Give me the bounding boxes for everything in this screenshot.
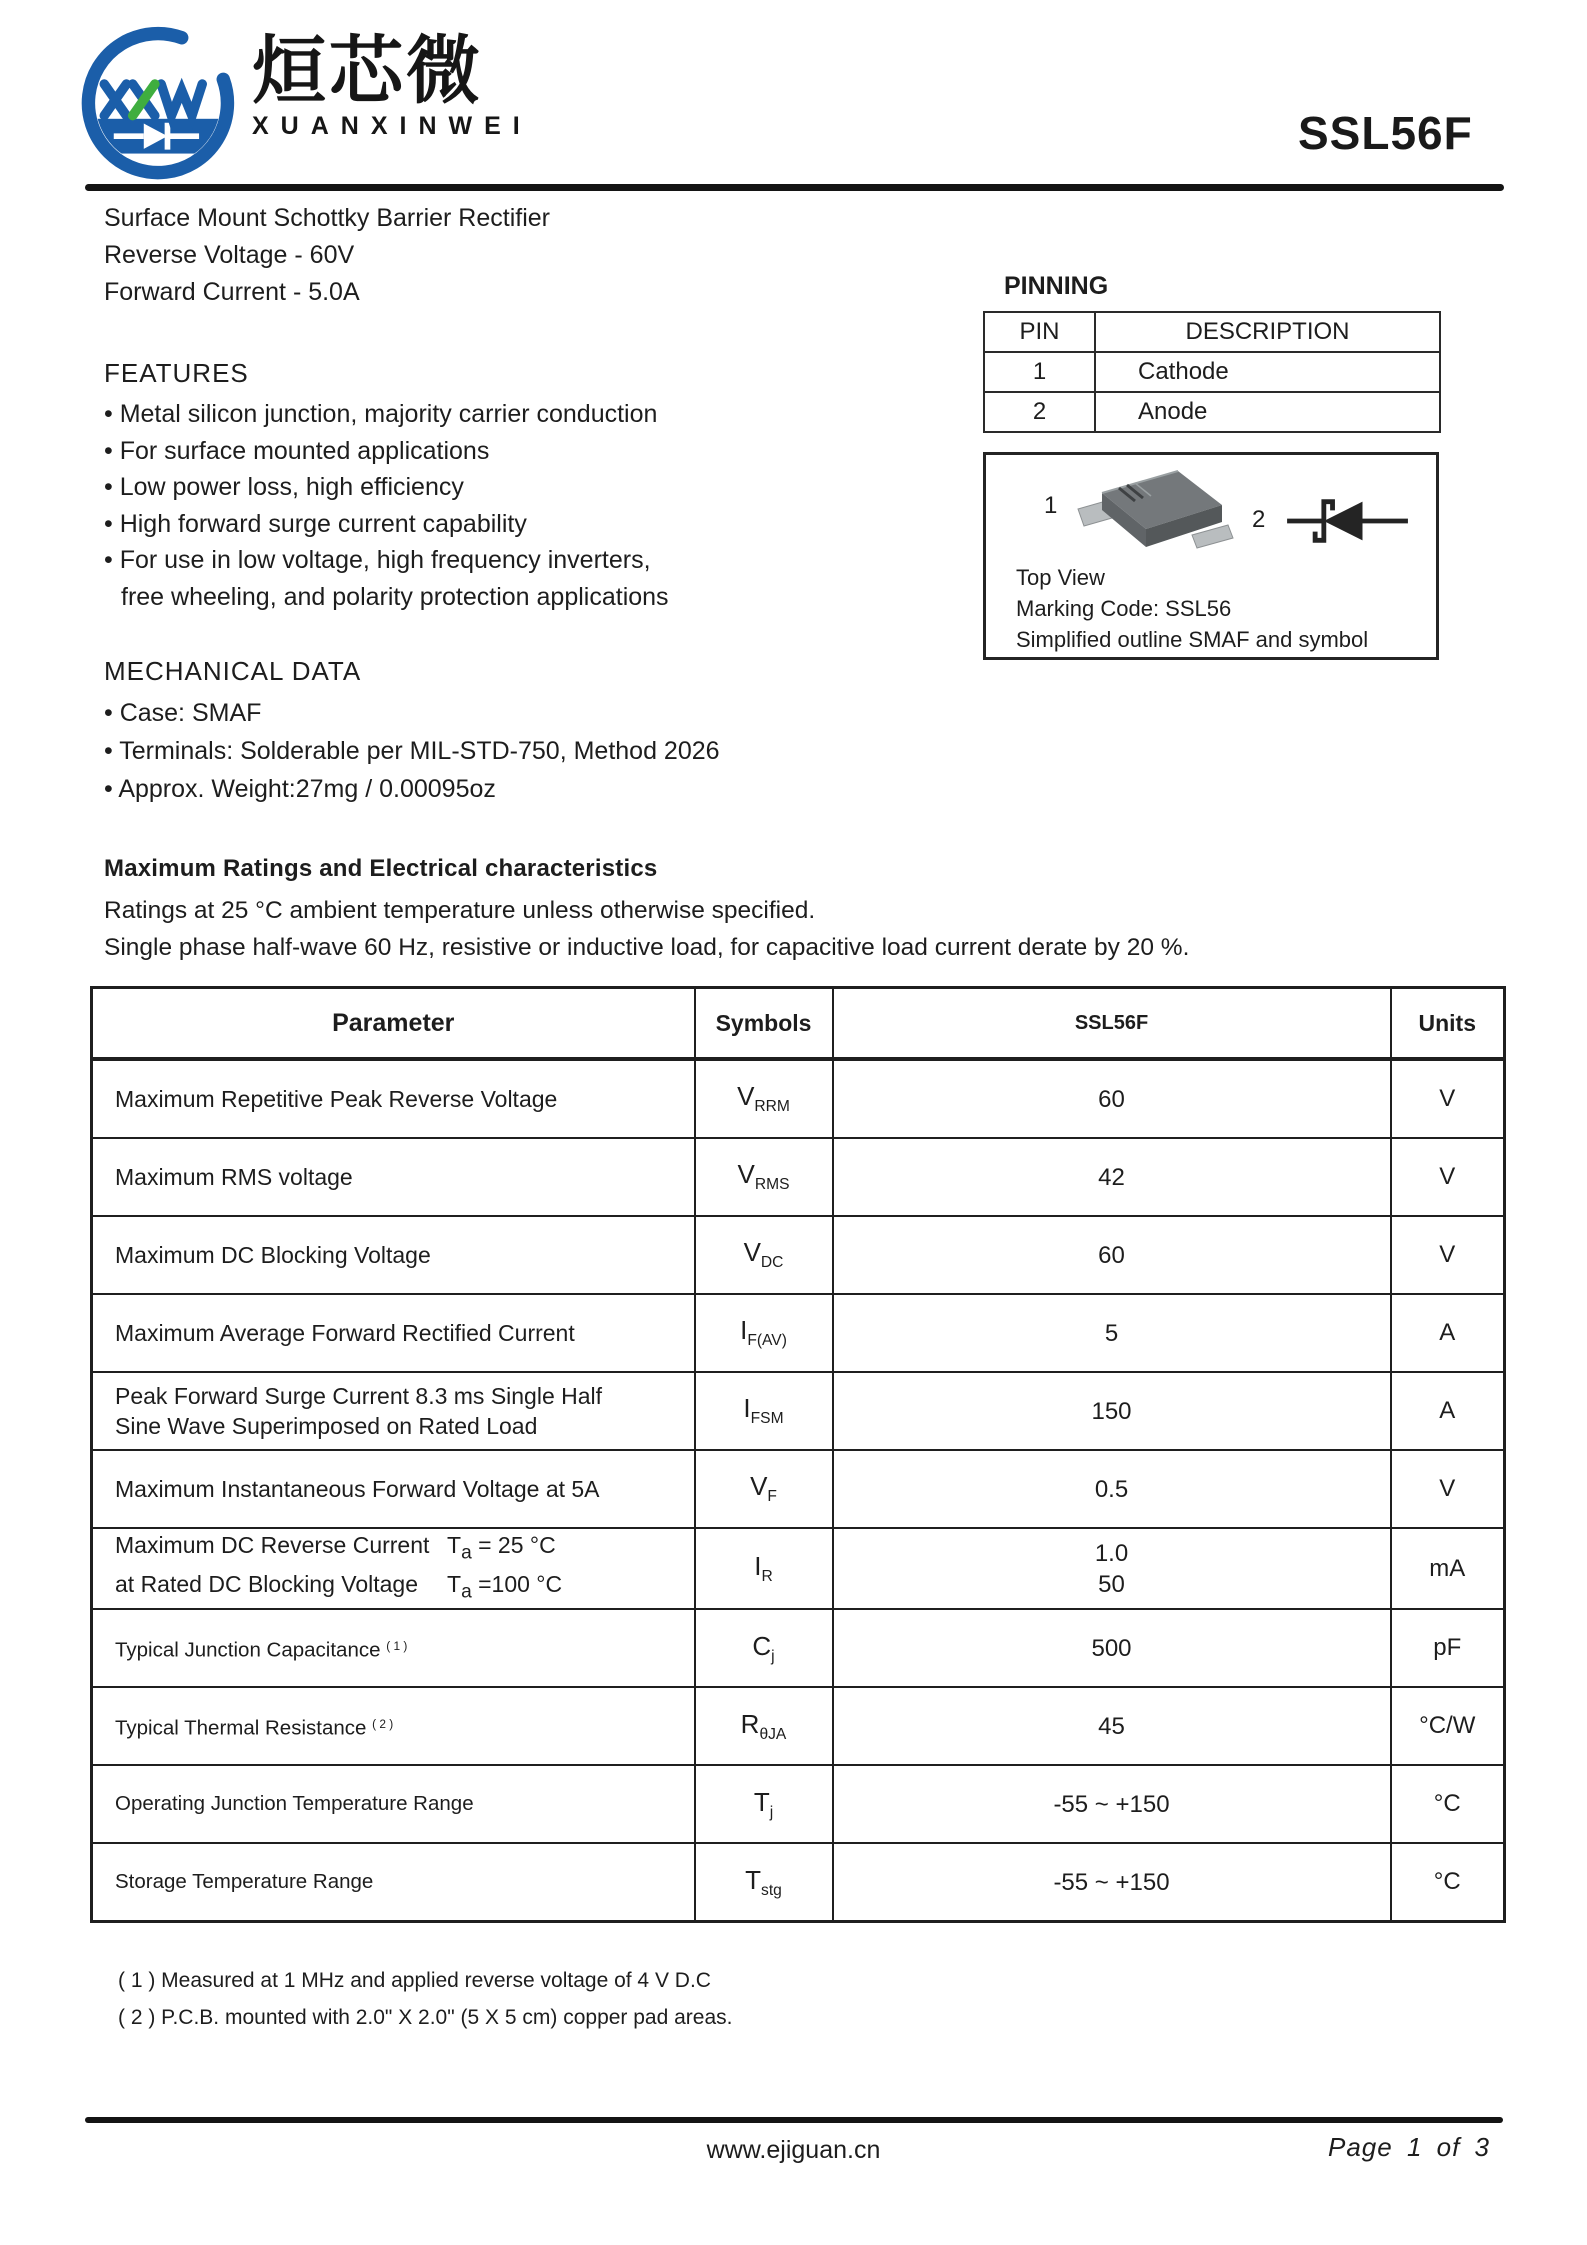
value-line: -55 ~ +150 <box>1053 1790 1170 1818</box>
value-cell <box>833 1216 1391 1294</box>
symbols-column-header: Symbols <box>695 988 833 1060</box>
package-caption-line: Marking Code: SSL56 <box>1016 596 1232 621</box>
parameter-line: Operating Junction Temperature Range <box>115 1792 474 1816</box>
symbol-cell: $T_j$ <box>695 1765 833 1843</box>
feature-item: • Metal silicon junction, majority carrier conduction <box>104 400 658 428</box>
feature-item: • High forward surge current capability <box>104 509 527 538</box>
ratings-table <box>90 986 1506 1923</box>
schottky-diode-symbol-icon <box>1284 492 1412 550</box>
pinning-table <box>983 311 1441 433</box>
ratings-row <box>92 1609 1505 1687</box>
parameter-cell <box>92 1294 695 1372</box>
value-line: 500 <box>1091 1634 1132 1662</box>
ratings-row <box>92 1138 1505 1216</box>
units-cell: A <box>1391 1294 1505 1372</box>
symbol-cell: $I_{F(AV)}$ <box>695 1294 833 1372</box>
summary-line: Reverse Voltage - 60V <box>104 241 355 269</box>
parameter-column-header: Parameter <box>92 988 695 1060</box>
units-cell: pF <box>1391 1609 1505 1687</box>
pin-number: 1 <box>984 352 1095 392</box>
units-cell: V <box>1391 1216 1505 1294</box>
brand-chinese-name: 烜芯微 <box>252 29 483 112</box>
footer-website: www.ejiguan.cn <box>706 2136 881 2164</box>
units-column-header: Units <box>1391 988 1505 1060</box>
parameter-line: Maximum RMS voltage <box>115 1164 353 1190</box>
value-cell <box>833 1687 1391 1765</box>
package-caption-line: Top View <box>1016 565 1105 590</box>
symbol-cell: $I_R$ <box>695 1528 833 1609</box>
value-line: 1.0 <box>1094 1539 1129 1567</box>
mechanical-item: • Case: SMAF <box>104 699 262 727</box>
ratings-row <box>92 1372 1505 1450</box>
units-cell: mA <box>1391 1528 1505 1609</box>
parameter-line: Maximum Repetitive Peak Reverse Voltage <box>115 1086 558 1112</box>
mechanical-item: • Terminals: Solderable per MIL-STD-750, Method 2026 <box>104 737 720 765</box>
value-line: -55 ~ +150 <box>1053 1868 1170 1896</box>
feature-item: • Low power loss, high efficiency <box>104 473 464 501</box>
units-cell: °C <box>1391 1765 1505 1843</box>
parameter-line: Storage Temperature Range <box>115 1870 374 1894</box>
package-pin2-label: 2 <box>1252 506 1266 533</box>
parameter-cell <box>92 1372 695 1450</box>
ratings-condition-line: Ratings at 25 °C ambient temperature unless otherwise specified. <box>104 897 816 924</box>
parameter-cell <box>92 1843 695 1922</box>
package-3d-image <box>1066 458 1246 570</box>
ratings-row <box>92 1528 1505 1609</box>
value-cell <box>833 1294 1391 1372</box>
features-list <box>104 396 669 615</box>
part-column-header: SSL56F <box>833 988 1391 1060</box>
value-cell <box>833 1372 1391 1450</box>
mechanical-data-title: MECHANICAL DATA <box>104 656 362 686</box>
ratings-row <box>92 1687 1505 1765</box>
pinning-title: PINNING <box>1004 272 1109 300</box>
ratings-condition-line: Single phase half-wave 60 Hz, resistive or inductive load, for capacitive load current derate by 20 %. <box>104 934 1190 961</box>
feature-item-continuation: free wheeling, and polarity protection applications <box>121 582 669 611</box>
parameter-line: Sine Wave Superimposed on Rated Load <box>115 1413 538 1439</box>
value-cell <box>833 1609 1391 1687</box>
parameter-line: Maximum DC Reverse Current $T_a = 25$ °C <box>115 1532 556 1564</box>
feature-item: • For surface mounted applications <box>104 436 490 465</box>
value-cell <box>833 1059 1391 1138</box>
footer-divider <box>85 2117 1503 2123</box>
summary-line: Forward Current - 5.0A <box>104 278 360 306</box>
ratings-row <box>92 1059 1505 1138</box>
value-line: 150 <box>1091 1397 1132 1425</box>
pinning-row <box>984 352 1440 392</box>
symbol-cell: $V_{DC}$ <box>695 1216 833 1294</box>
parameter-line: Peak Forward Surge Current 8.3 ms Single Half <box>115 1383 603 1409</box>
pin-number: 2 <box>984 392 1095 432</box>
symbol-cell: $V_{RMS}$ <box>695 1138 833 1216</box>
value-cell <box>833 1528 1391 1609</box>
parameter-line: Maximum Average Forward Rectified Current <box>115 1320 575 1346</box>
ratings-header-row <box>92 988 1505 1060</box>
units-cell: °C <box>1391 1843 1505 1922</box>
ratings-conditions <box>104 892 1189 966</box>
parameter-cell <box>92 1138 695 1216</box>
parameter-line: Typical Thermal Resistance $^{( 2 )}$ <box>115 1716 394 1740</box>
units-cell: V <box>1391 1059 1505 1138</box>
symbol-cell: $R_{\theta JA}$ <box>695 1687 833 1765</box>
parameter-line: Maximum Instantaneous Forward Voltage at 5A <box>115 1476 600 1502</box>
parameter-cell <box>92 1528 695 1609</box>
summary-line: Surface Mount Schottky Barrier Rectifier <box>104 204 550 232</box>
ratings-row <box>92 1216 1505 1294</box>
parameter-line: Maximum DC Blocking Voltage <box>115 1242 431 1268</box>
features-title: FEATURES <box>104 358 249 388</box>
package-pin1-label: 1 <box>1044 492 1058 519</box>
parameter-cell <box>92 1450 695 1528</box>
value-cell <box>833 1138 1391 1216</box>
value-line: 0.5 <box>1094 1475 1129 1503</box>
parameter-cell <box>92 1765 695 1843</box>
parameter-line: Typical Junction Capacitance $^{( 1 )}$ <box>115 1638 408 1662</box>
footnote: ( 2 ) P.C.B. mounted with 2.0" X 2.0" (5 X 5 cm) copper pad areas. <box>118 2006 733 2029</box>
parameter-line: at Rated DC Blocking Voltage $T_a =100$ °C <box>115 1570 563 1603</box>
mechanical-data-list <box>104 694 720 808</box>
footnote: ( 1 ) Measured at 1 MHz and applied reverse voltage of 4 V D.C <box>118 1969 711 1992</box>
value-line: 50 <box>1098 1570 1125 1598</box>
pin-description: Anode <box>1095 392 1440 432</box>
symbol-cell: $V_{RRM}$ <box>695 1059 833 1138</box>
brand-english-name: XUANXINWEI <box>252 112 532 140</box>
footnotes <box>118 1962 733 2036</box>
value-line: 42 <box>1098 1163 1125 1191</box>
units-cell: °C/W <box>1391 1687 1505 1765</box>
product-summary <box>104 200 550 311</box>
feature-item: • For use in low voltage, high frequency inverters, <box>104 546 651 574</box>
company-logo <box>76 24 240 182</box>
footer-page-number: Page 1 of 3 <box>1328 2132 1490 2162</box>
parameter-cell <box>92 1609 695 1687</box>
pinning-row <box>984 392 1440 432</box>
brand-block <box>252 29 532 141</box>
description-column-header: DESCRIPTION <box>1095 312 1440 352</box>
value-line: 45 <box>1098 1712 1125 1740</box>
pinning-header-row <box>984 312 1440 352</box>
value-cell <box>833 1843 1391 1922</box>
part-number-title: SSL56F <box>1298 107 1473 159</box>
ratings-section-title: Maximum Ratings and Electrical characteristics <box>104 855 658 882</box>
mechanical-item: • Approx. Weight:27mg / 0.00095oz <box>104 775 496 803</box>
package-caption-line: Simplified outline SMAF and symbol <box>1016 627 1369 652</box>
symbol-cell: $I_{FSM}$ <box>695 1372 833 1450</box>
symbol-cell: $V_F$ <box>695 1450 833 1528</box>
pin-description: Cathode <box>1095 352 1440 392</box>
units-cell: V <box>1391 1138 1505 1216</box>
header-divider <box>85 184 1504 191</box>
pin-column-header: PIN <box>984 312 1095 352</box>
ratings-row <box>92 1294 1505 1372</box>
symbol-cell: $T_{stg}$ <box>695 1843 833 1922</box>
units-cell: A <box>1391 1372 1505 1450</box>
ratings-row <box>92 1843 1505 1922</box>
value-line: 60 <box>1098 1241 1125 1269</box>
ratings-row <box>92 1450 1505 1528</box>
units-cell: V <box>1391 1450 1505 1528</box>
parameter-cell <box>92 1216 695 1294</box>
symbol-cell: $C_j$ <box>695 1609 833 1687</box>
package-caption <box>1016 562 1368 655</box>
parameter-cell <box>92 1059 695 1138</box>
value-line: 60 <box>1098 1085 1125 1113</box>
value-cell <box>833 1765 1391 1843</box>
parameter-cell <box>92 1687 695 1765</box>
value-line: 5 <box>1104 1319 1119 1347</box>
value-cell <box>833 1450 1391 1528</box>
ratings-row <box>92 1765 1505 1843</box>
